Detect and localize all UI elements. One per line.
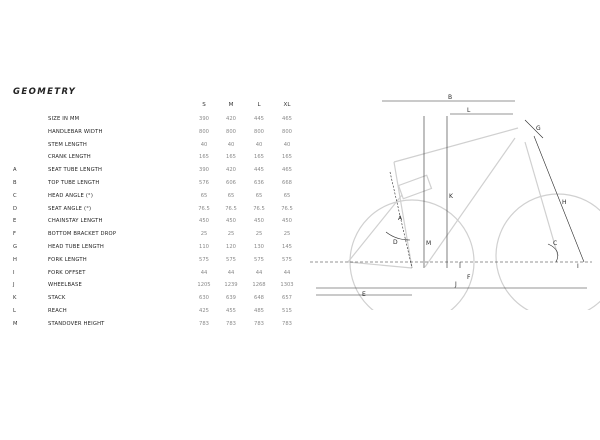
row-value-m: 65 <box>227 192 235 199</box>
row-value-s: 390 <box>199 167 209 174</box>
row-value-l: 636 <box>254 180 264 186</box>
table-row <box>0 193 310 205</box>
row-label: HANDLEBAR WIDTH <box>48 128 103 135</box>
row-value-s: 576 <box>199 180 209 186</box>
seat-tube <box>394 162 412 268</box>
row-value-xl: 76.5 <box>281 205 293 212</box>
row-value-xl: 465 <box>282 116 292 122</box>
row-value-m: 606 <box>226 180 236 186</box>
row-value-xl: 515 <box>282 308 292 314</box>
row-value-xl: 800 <box>282 128 292 135</box>
row-letter: E <box>13 218 17 225</box>
row-value-s: 1205 <box>197 282 211 289</box>
row-letter: F <box>13 231 16 238</box>
rear-wheel <box>350 200 474 310</box>
row-label: FORK OFFSET <box>48 269 86 276</box>
row-label: STANDOVER HEIGHT <box>48 320 105 327</box>
row-letter: H <box>13 256 17 263</box>
row-value-s: 575 <box>199 256 209 263</box>
table-row <box>0 116 310 128</box>
row-value-xl: 783 <box>282 320 292 327</box>
row-value-s: 165 <box>199 154 209 161</box>
row-value-l: 1268 <box>252 282 266 289</box>
page-title: GEOMETRY <box>13 87 77 97</box>
row-label: TOP TUBE LENGTH <box>48 180 100 186</box>
row-label: SIZE IN MM <box>48 116 80 122</box>
dim-label-h: H <box>562 199 567 206</box>
bike-geometry-diagram <box>300 90 600 310</box>
row-value-xl: 25 <box>283 231 291 238</box>
row-value-xl: 657 <box>282 295 292 302</box>
table-row <box>0 142 310 154</box>
row-value-m: 44 <box>227 269 235 276</box>
row-value-l: 485 <box>254 308 264 314</box>
row-label: STEM LENGTH <box>48 141 88 148</box>
row-value-s: 25 <box>200 231 208 238</box>
row-label: HEAD TUBE LENGTH <box>48 244 104 250</box>
row-letter: B <box>13 180 17 186</box>
row-value-l: 445 <box>254 167 264 174</box>
front-wheel <box>496 194 600 310</box>
row-value-s: 65 <box>200 192 208 199</box>
row-value-xl: 145 <box>282 244 292 250</box>
row-value-l: 25 <box>255 231 263 238</box>
row-letter: K <box>13 295 17 302</box>
row-value-m: 420 <box>226 116 236 122</box>
row-value-m: 420 <box>226 167 236 174</box>
row-letter: M <box>13 320 18 327</box>
row-letter: J <box>13 282 15 289</box>
row-label: BOTTOM BRACKET DROP <box>48 231 117 238</box>
table-row <box>0 129 310 141</box>
table-row <box>0 295 310 307</box>
size-header-l: L <box>257 102 261 108</box>
dim-label-m: M <box>426 240 432 247</box>
dim-label-l: L <box>467 107 471 114</box>
row-value-m: 800 <box>226 128 236 135</box>
row-value-l: 44 <box>255 269 263 276</box>
row-letter: L <box>13 308 16 314</box>
row-value-s: 76.5 <box>198 205 210 212</box>
row-value-s: 800 <box>199 128 209 135</box>
table-row <box>0 180 310 192</box>
row-value-s: 110 <box>199 244 209 250</box>
row-value-m: 639 <box>226 295 236 302</box>
row-value-m: 120 <box>226 244 236 250</box>
row-value-l: 445 <box>254 116 264 122</box>
row-value-s: 390 <box>199 116 209 122</box>
row-value-m: 575 <box>226 256 236 263</box>
dim-label-j: J <box>455 281 457 288</box>
size-header-m: M <box>228 102 234 108</box>
table-row <box>0 167 310 179</box>
size-header-xl: XL <box>283 102 291 108</box>
table-row <box>0 321 310 333</box>
row-label: CHAINSTAY LENGTH <box>48 218 103 225</box>
row-value-xl: 450 <box>282 218 292 225</box>
row-value-xl: 1303 <box>280 282 294 289</box>
seat-stay <box>348 195 402 262</box>
row-value-xl: 65 <box>283 192 291 199</box>
row-value-xl: 165 <box>282 154 292 161</box>
chain-stay <box>348 262 412 268</box>
dimension-labels <box>362 94 579 298</box>
table-row <box>0 244 310 256</box>
row-letter: D <box>13 205 17 212</box>
row-value-xl: 465 <box>282 167 292 174</box>
row-value-s: 783 <box>199 320 209 327</box>
row-label: SEAT ANGLE (°) <box>48 205 92 212</box>
row-value-s: 425 <box>199 308 209 314</box>
row-value-l: 40 <box>255 141 263 148</box>
row-value-l: 800 <box>254 128 264 135</box>
row-value-m: 783 <box>226 320 236 327</box>
row-label: FORK LENGTH <box>48 256 87 263</box>
down-tube <box>425 138 515 267</box>
row-value-l: 165 <box>254 154 264 161</box>
row-value-m: 1239 <box>224 282 238 289</box>
row-value-m: 76.5 <box>225 205 237 212</box>
row-value-l: 76.5 <box>253 205 265 212</box>
row-value-xl: 40 <box>283 141 291 148</box>
table-row <box>0 206 310 218</box>
row-value-s: 450 <box>199 218 209 225</box>
size-header-s: S <box>202 102 206 108</box>
table-row <box>0 282 310 294</box>
dim-label-d: D <box>393 239 398 246</box>
row-value-l: 130 <box>254 244 264 250</box>
row-value-l: 783 <box>254 320 264 327</box>
dim-label-e: E <box>362 291 366 298</box>
bike-silhouette <box>348 128 600 310</box>
dim-label-c: C <box>553 240 558 247</box>
dim-label-a: A <box>398 215 403 222</box>
row-value-m: 25 <box>227 231 235 238</box>
row-label: REACH <box>48 308 67 314</box>
row-label: STACK <box>48 295 66 302</box>
row-value-l: 65 <box>255 192 263 199</box>
table-row <box>0 218 310 230</box>
row-letter: I <box>13 269 15 276</box>
row-value-m: 165 <box>226 154 236 161</box>
row-letter: A <box>13 167 17 174</box>
row-value-xl: 44 <box>283 269 291 276</box>
row-value-m: 40 <box>227 141 235 148</box>
row-value-m: 450 <box>226 218 236 225</box>
table-row <box>0 231 310 243</box>
row-value-s: 630 <box>199 295 209 302</box>
table-row <box>0 308 310 320</box>
row-value-l: 450 <box>254 218 264 225</box>
rear-shock <box>399 175 432 198</box>
row-label: WHEELBASE <box>48 282 82 289</box>
table-row <box>0 257 310 269</box>
row-letter: C <box>13 192 17 199</box>
row-label: SEAT TUBE LENGTH <box>48 167 103 174</box>
row-label: CRANK LENGTH <box>48 154 91 161</box>
row-value-xl: 668 <box>282 180 292 186</box>
row-value-l: 575 <box>254 256 264 263</box>
table-row <box>0 270 310 282</box>
top-tube <box>394 128 518 162</box>
row-value-m: 455 <box>226 308 236 314</box>
row-label: HEAD ANGLE (°) <box>48 192 94 199</box>
row-value-xl: 575 <box>282 256 292 263</box>
dim-label-b: B <box>448 94 453 101</box>
fork <box>525 142 558 256</box>
row-value-s: 40 <box>200 141 208 148</box>
row-letter: G <box>13 244 18 250</box>
dim-label-f: F <box>467 274 471 281</box>
dim-label-i: I <box>577 263 579 270</box>
row-value-s: 44 <box>200 269 208 276</box>
dim-label-g: G <box>536 125 541 132</box>
row-value-l: 648 <box>254 295 264 302</box>
table-row <box>0 154 310 166</box>
dim-label-k: K <box>449 193 453 200</box>
